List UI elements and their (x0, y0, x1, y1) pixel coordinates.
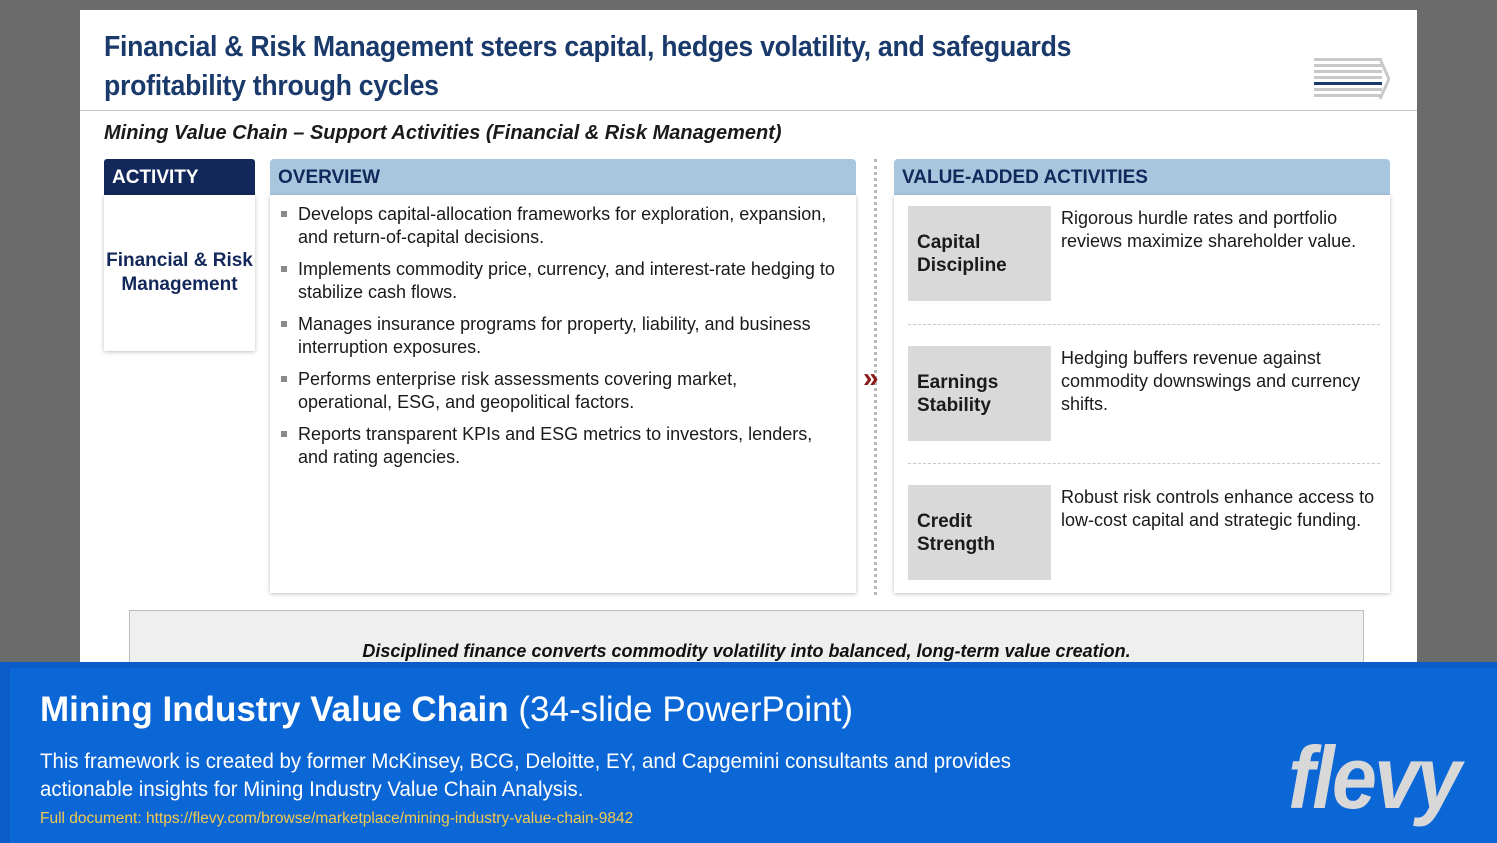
key-takeaway-callout: Disciplined finance converts commodity volatility into balanced, long-term value creation. (129, 610, 1364, 670)
value-added-row (908, 206, 1380, 302)
value-added-label: Earnings Stability (908, 346, 1051, 441)
overview-bullet: Manages insurance programs for property, liability, and business interruption exposures. (298, 313, 836, 359)
value-added-label: Credit Strength (908, 485, 1051, 580)
overview-header: OVERVIEW (270, 159, 856, 195)
double-chevron-right-icon: » (863, 362, 879, 393)
overview-bullet: Reports transparent KPIs and ESG metrics to investors, lenders, and rating agencies. (298, 423, 836, 469)
title-divider (80, 110, 1417, 111)
value-added-description: Rigorous hurdle rates and portfolio reviews maximize shareholder value. (1061, 208, 1357, 251)
banner-description: This framework is created by former McKinsey, BCG, Deloitte, EY, and Capgemini consultants and provides actionable insights for Mining Industry Value Chain Analysis. (40, 749, 1011, 801)
square-bullet-icon (281, 211, 287, 217)
row-separator (908, 463, 1380, 464)
slide (80, 10, 1417, 665)
document-link[interactable]: Full document: https://flevy.com/browse/marketplace/mining-industry-value-chain-9842 (40, 810, 634, 827)
square-bullet-icon (281, 376, 287, 382)
overview-bullet: Implements commodity price, currency, and interest-rate hedging to stabilize cash flows. (298, 258, 836, 304)
value-added-description: Hedging buffers revenue against commodity downswings and currency shifts. (1061, 348, 1361, 414)
activity-card (104, 195, 255, 351)
stacked-lines-arrow-icon (1314, 58, 1390, 104)
value-added-card (894, 195, 1390, 593)
overview-bullet: Performs enterprise risk assessments covering market, operational, ESG, and geopolitical factors. (298, 368, 836, 414)
value-added-description: Robust risk controls enhance access to low-cost capital and strategic funding. (1061, 487, 1375, 530)
section-subtitle: Mining Value Chain – Support Activities (Financial & Risk Management) (104, 122, 782, 144)
activity-header: ACTIVITY (104, 159, 255, 195)
slide-title: Financial & Risk Management steers capital, hedges volatility, and safeguards profitability through cycles (104, 31, 1072, 102)
activity-name: Financial & Risk Management (106, 250, 253, 295)
value-added-header: VALUE-ADDED ACTIVITIES (894, 159, 1390, 195)
square-bullet-icon (281, 266, 287, 272)
banner-title: Mining Industry Value Chain (34-slide PowerPoint) (40, 690, 853, 729)
overview-bullet: Develops capital-allocation frameworks for exploration, expansion, and return-of-capital decisions. (298, 203, 836, 249)
square-bullet-icon (281, 431, 287, 437)
row-separator (908, 324, 1380, 325)
value-added-row (908, 485, 1380, 581)
square-bullet-icon (281, 321, 287, 327)
value-added-label: Capital Discipline (908, 206, 1051, 301)
flevy-logo[interactable]: flevy (1288, 728, 1459, 827)
overview-card (270, 195, 856, 593)
value-added-row (908, 346, 1380, 442)
